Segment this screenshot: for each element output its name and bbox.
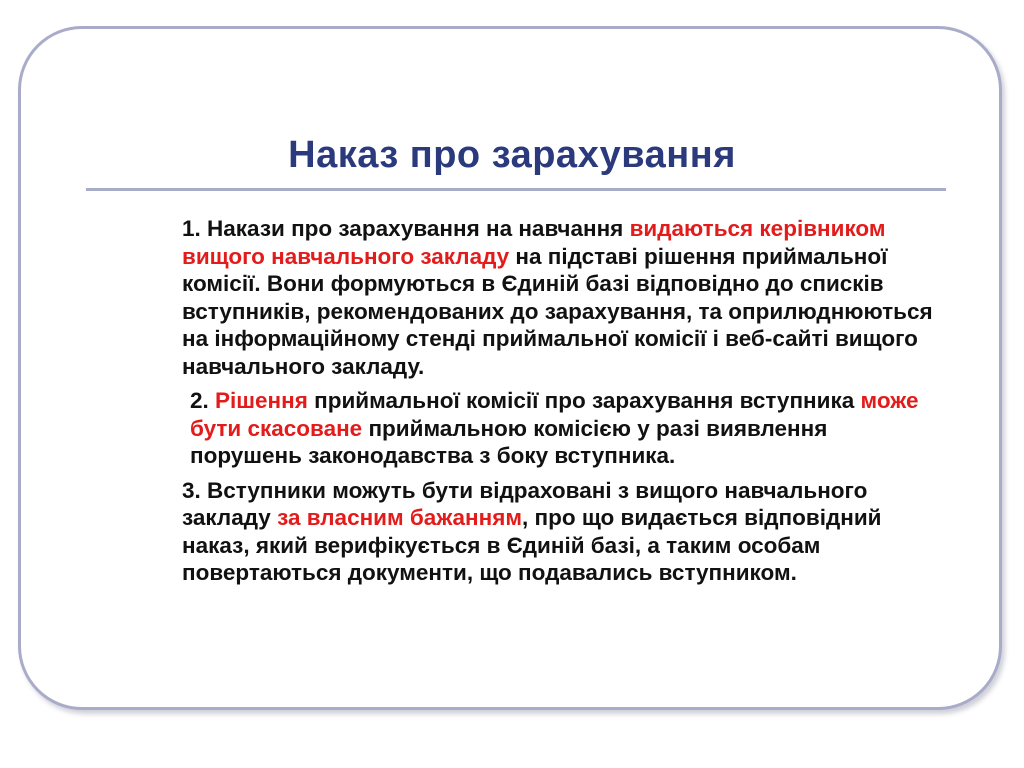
slide-title: Наказ про зарахування <box>288 134 736 176</box>
paragraph-2-text-a: 2. <box>190 388 216 413</box>
paragraph-1 <box>136 215 936 380</box>
slide-body <box>136 215 936 594</box>
paragraph-2-highlight-cancel: може бути скасоване <box>190 388 919 441</box>
paragraph-3 <box>136 477 936 587</box>
paragraph-1-text-b: на підставі рішення приймальної комісії. Вони формуються в Єдиній базі відповідно до списків вступників, рекомендованих до зарахування, та оприлюднюються на інформаційному стенді приймальної комісії і веб-сайті вищого навчального закладу. <box>182 243 933 379</box>
title-divider <box>86 188 946 191</box>
paragraph-2-highlight-decision: Рішення <box>215 388 308 413</box>
paragraph-2 <box>136 387 936 470</box>
paragraph-3-text-b: , про що видається відповідний наказ, який верифікується в Єдиній базі, а таким особам повертаються документи, що подавались вступником. <box>182 505 882 585</box>
paragraph-3-highlight: за власним бажанням <box>277 505 523 530</box>
paragraph-1-highlight: видаються керівником вищого навчального закладу <box>182 216 886 269</box>
paragraph-2-text-b: приймальної комісії про зарахування вступника <box>307 388 861 413</box>
paragraph-3-text-a: 3. Вступники можуть бути відраховані з вищого навчального закладу <box>182 477 868 530</box>
paragraph-2-text-c: приймальною комісією у разі виявлення порушень законодавства з боку вступника. <box>190 415 828 468</box>
paragraph-1-text-a: 1. Накази про зарахування на навчання <box>182 216 630 241</box>
